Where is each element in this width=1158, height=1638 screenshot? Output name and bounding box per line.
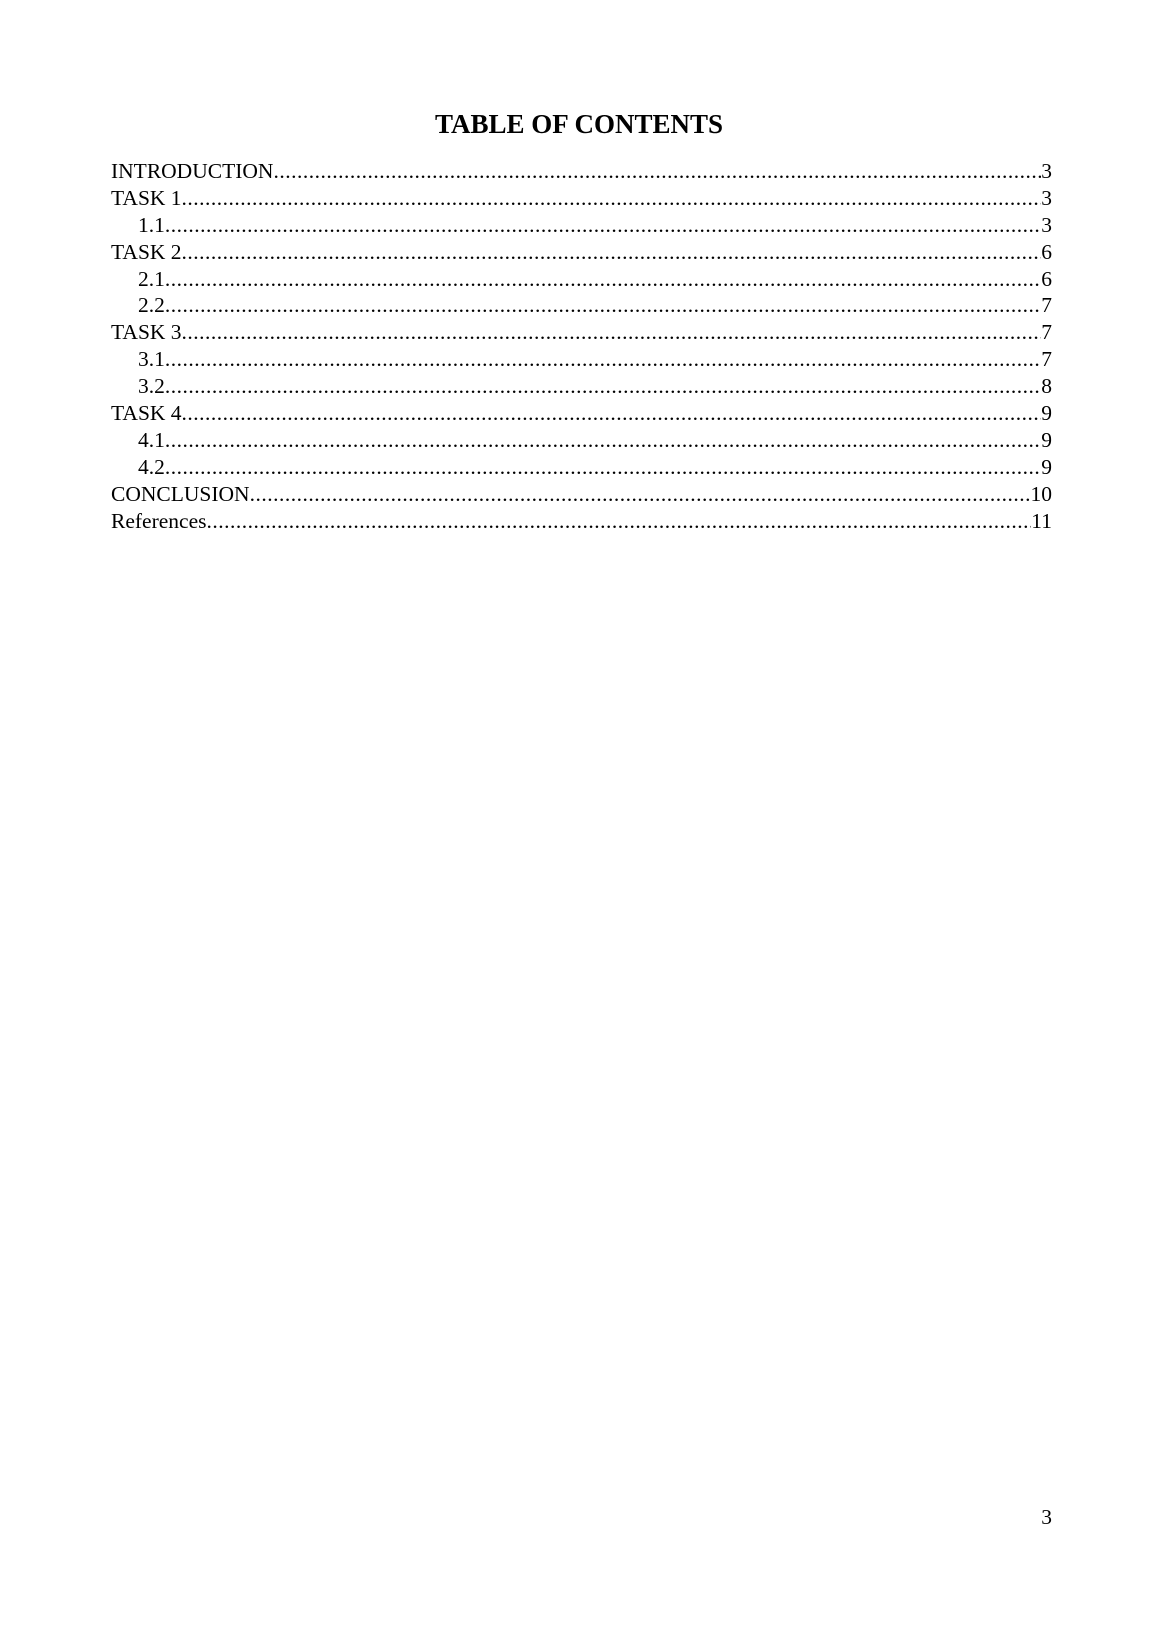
toc-entry-label: 4.2 [138, 454, 165, 479]
toc-dot-leader [165, 292, 1041, 319]
toc-entry-page: 9 [1041, 427, 1052, 452]
toc-entry-label: INTRODUCTION [111, 159, 274, 183]
toc-entry-label: TASK 2 [111, 239, 182, 264]
toc-entry-references[interactable] [111, 508, 1052, 535]
toc-dot-leader [182, 239, 1042, 266]
toc-entry-4-1[interactable] [111, 427, 1052, 454]
toc-entry-page: 7 [1041, 347, 1052, 372]
toc-dot-leader [182, 400, 1042, 427]
toc-entry-2-2[interactable] [111, 292, 1052, 319]
toc-entry-2-1[interactable] [111, 266, 1052, 293]
toc-entry-page: 7 [1041, 293, 1052, 318]
toc-dot-leader [165, 346, 1041, 373]
toc-entry-3-1[interactable] [111, 346, 1052, 373]
page-number: 3 [1041, 1505, 1052, 1529]
toc-entry-conclusion[interactable] [111, 481, 1052, 508]
toc-dot-leader [273, 158, 1041, 185]
toc-entry-label: CONCLUSION [111, 481, 250, 506]
toc-entry-label: 2.2 [138, 293, 165, 318]
toc-dot-leader [207, 508, 1032, 535]
toc-dot-leader [182, 319, 1042, 346]
toc-dot-leader [165, 373, 1041, 400]
toc-title: TABLE OF CONTENTS [434, 109, 724, 139]
toc-dot-leader [165, 266, 1041, 293]
toc-entry-3-2[interactable] [111, 373, 1052, 400]
toc-entry-task-2[interactable] [111, 239, 1052, 266]
toc-entry-task-4[interactable] [111, 400, 1052, 427]
toc-entry-page: 3 [1041, 159, 1052, 183]
toc-entry-1-1[interactable] [111, 212, 1052, 239]
toc-entry-label: 1.1 [138, 212, 165, 237]
toc-entry-page: 10 [1030, 481, 1052, 506]
toc-entry-4-2[interactable] [111, 454, 1052, 481]
toc-entry-page: 3 [1041, 212, 1052, 237]
toc-entry-page: 6 [1041, 239, 1052, 264]
toc-entry-page: 9 [1041, 454, 1052, 479]
toc-dot-leader [165, 427, 1041, 454]
toc-entry-label: 4.1 [138, 427, 165, 452]
toc-dot-leader [182, 185, 1042, 212]
toc-entry-label: 3.2 [138, 374, 165, 399]
toc-entry-task-3[interactable] [111, 319, 1052, 346]
toc-entry-label: TASK 4 [111, 401, 182, 426]
toc-entry-label: References [111, 508, 207, 533]
toc-entry-label: 2.1 [138, 266, 165, 291]
toc-entry-label: TASK 1 [111, 185, 182, 210]
toc-entry-label: 3.1 [138, 347, 165, 372]
toc-dot-leader [250, 481, 1031, 508]
toc-entry-page: 6 [1041, 266, 1052, 291]
table-of-contents [111, 158, 1052, 534]
toc-dot-leader [165, 212, 1041, 239]
toc-entry-task-1[interactable] [111, 185, 1052, 212]
toc-dot-leader [165, 454, 1041, 481]
toc-entry-label: TASK 3 [111, 320, 182, 345]
toc-entry-page: 8 [1041, 374, 1052, 399]
toc-entry-page: 11 [1031, 508, 1052, 533]
toc-entry-introduction[interactable] [111, 158, 1052, 185]
toc-entry-page: 3 [1041, 185, 1052, 210]
toc-entry-page: 9 [1041, 401, 1052, 426]
toc-entry-page: 7 [1041, 320, 1052, 345]
